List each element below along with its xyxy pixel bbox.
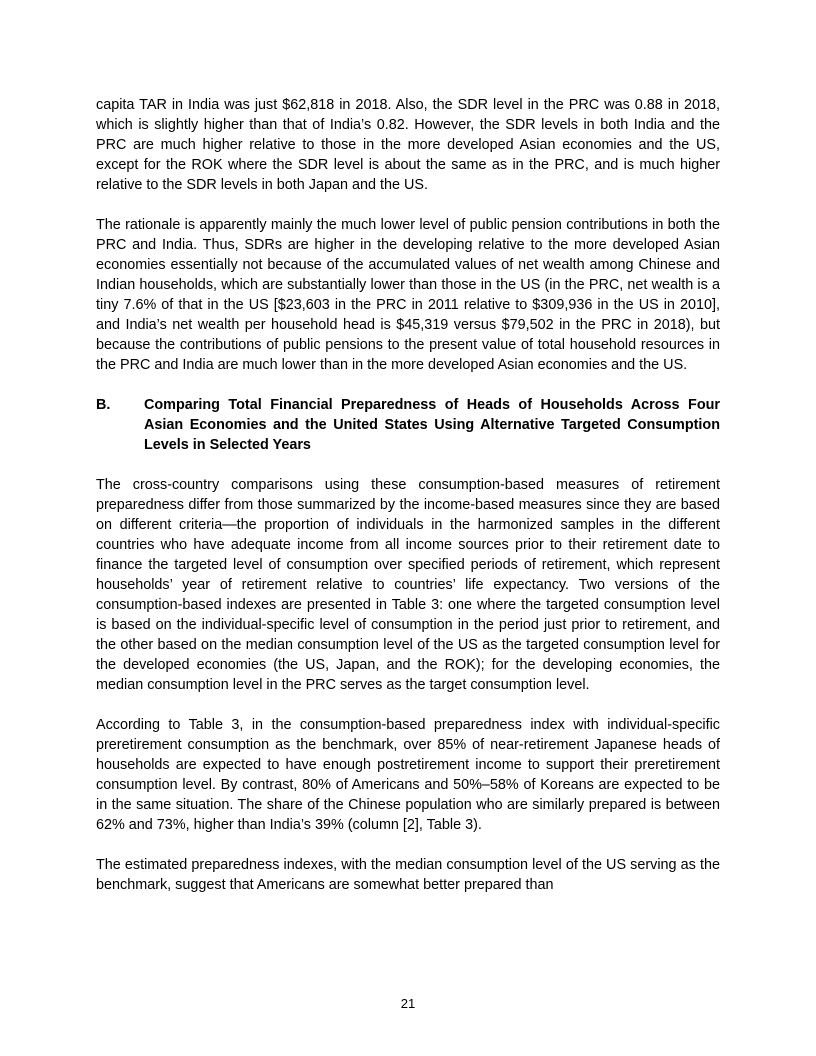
body-paragraph: According to Table 3, in the consumption-based preparedness index with individual-specific preretirement consumption as the benchmark, over 85% of near-retirement Japanese heads of households are expected to have enough postretirement income to support their preretirement consumption level. By contrast, 80% of Americans and 50%–58% of Koreans are expected to be in the same situation. The share of the Chinese population who are similarly prepared is between 62% and 73%, higher than India’s 39% (column [2], Table 3). [96,717,720,833]
section-heading [96,395,720,455]
body-paragraph: capita TAR in India was just $62,818 in 2018. Also, the SDR level in the PRC was 0.88 in 2018, which is slightly higher than that of India’s 0.82. However, the SDR levels in both India and the PRC are much higher relative to those in the more developed Asian economies and the US, except for the ROK where the SDR level is about the same as in the PRC, and is much higher relative to the SDR levels in both Japan and the US. [96,97,720,193]
page-content [96,95,720,895]
body-paragraph: The rationale is apparently mainly the much lower level of public pension contributions in both the PRC and India. Thus, SDRs are higher in the developing relative to the more developed Asian economies essentially not because of the accumulated values of net wealth among Chinese and Indian households, which are substantially lower than those in the US (in the PRC, net wealth is a tiny 7.6% of that in the US [$23,603 in the PRC in 2011 relative to $309,936 in the US in 2010], and India’s net wealth per household head is $45,319 versus $79,502 in the PRC in 2018), but because the contributions of public pensions to the present value of total household resources in the PRC and India are much lower than in the more developed Asian economies and the US. [96,217,720,373]
section-title: Comparing Total Financial Preparedness of Heads of Households Across Four Asian Economies and the United States Using Alternative Targeted Consumption Levels in Selected Years [144,397,720,453]
body-paragraph: The cross-country comparisons using these consumption-based measures of retirement preparedness differ from those summarized by the income-based measures since they are based on different criteria—the proportion of individuals in the harmonized samples in the different countries who have adequate income from all income sources prior to their retirement date to finance the targeted level of consumption over specified periods of retirement, which represent households’ year of retirement relative to countries’ life expectancy. Two versions of the consumption-based indexes are presented in Table 3: one where the targeted consumption level is based on the individual-specific level of consumption in the period just prior to retirement, and the other based on the median consumption level of the US as the targeted consumption level for the developed economies (the US, Japan, and the ROK); for the developing economies, the median consumption level in the PRC serves as the target consumption level. [96,477,720,693]
page-number: 21 [400,996,416,1011]
body-paragraph: The estimated preparedness indexes, with the median consumption level of the US serving as the benchmark, suggest that Americans are somewhat better prepared than [96,857,720,893]
section-label: B. [96,397,111,413]
